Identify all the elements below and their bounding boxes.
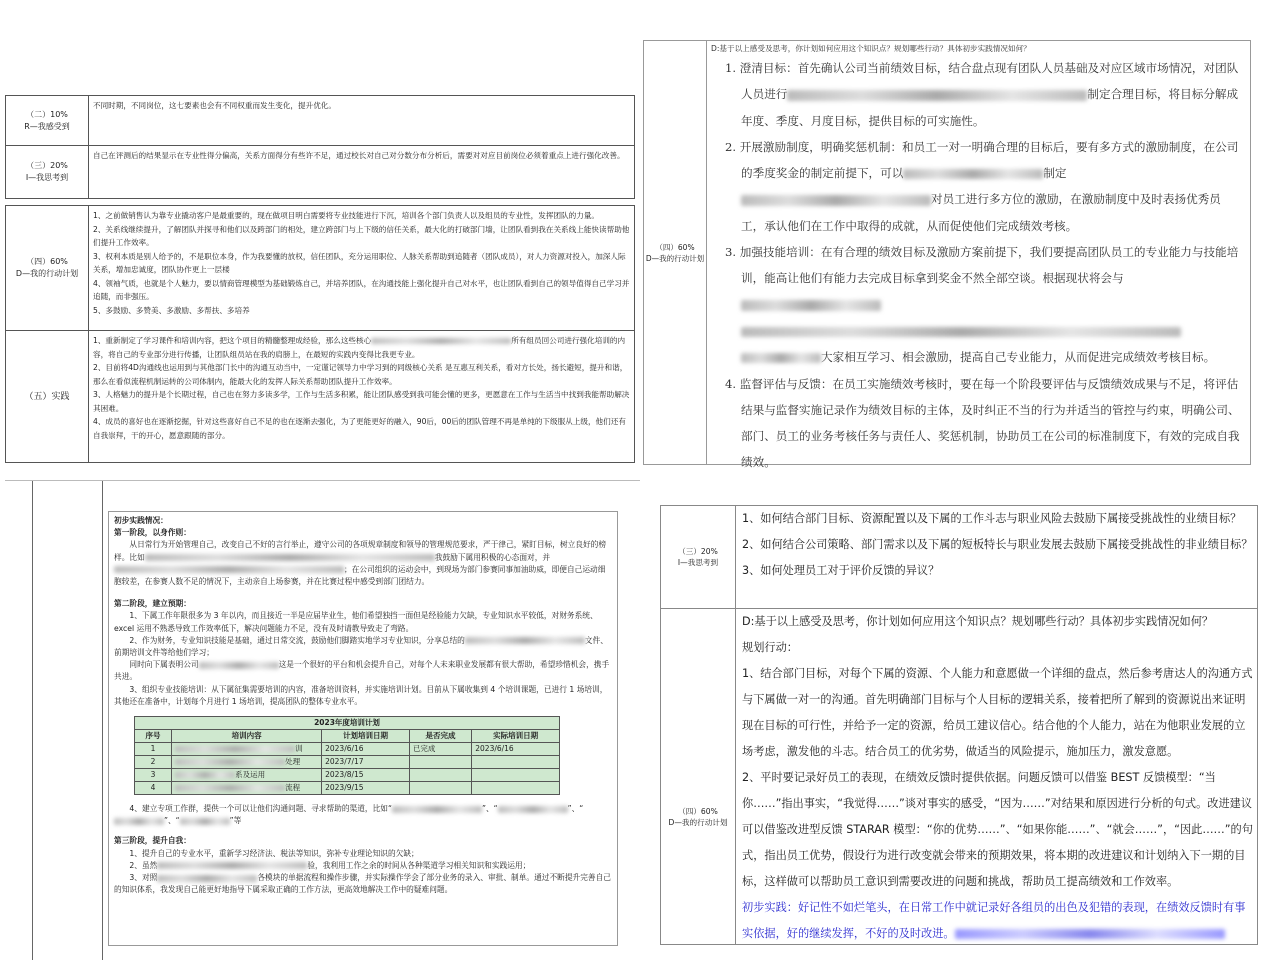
practice-note: 初步实践：好记性不如烂笔头，在日常工作中就记录好各组员的出色及犯错的表现，在绩效反馈时有事实依据，好的继续发挥，不好的及时改进。 (742, 901, 1246, 940)
reflection-table-lower (5, 205, 635, 463)
row-label: R—我感受到 (24, 121, 70, 131)
stage-heading: 第二阶段，建立预期： (114, 599, 191, 609)
practice-item: 3、人格魅力的提升是个长期过程，自己也在努力多读多学，工作与生活多积累，能让团队感受到我可能会懂的更多，更愿意在工作与生活当中找到我能帮助解决其困难。 (93, 390, 630, 413)
table-row: 3 系及运用 2023/8/15 (135, 769, 560, 782)
redacted-blur (175, 785, 285, 792)
plan-item: 2. 开展激励制度，明确奖惩机制：和员工一对一明确合理的目标后，要有多方式的激励制度，在公司的季度奖金的制定前提下，可以 制定对员工进行多方位的激励，在激励制度中及时表扬优秀员工，承认他们在工作中取得的成就，从而促使他们完成绩效考核。 (725, 139, 1239, 233)
doc-panel-top-right (643, 40, 1251, 470)
action-item: 3、权利本质是别人给予的，不是职位本身，作为我要懂的放权，信任团队，充分运用职位、人脉关系帮助到追随者（团队成员），对人力资源对投入，加深人际关系，增加忠诚度，团队协作更上一层楼 (93, 251, 626, 274)
redacted-blur (903, 169, 1043, 179)
redacted-blur (175, 746, 295, 753)
column-header: 是否完成 (409, 730, 471, 743)
stage-heading: 第三阶段，提升自我： (114, 836, 191, 846)
redacted-blur (787, 90, 1087, 100)
divider (32, 481, 33, 960)
plan-item: 1. 澄清目标：首先确认公司当前绩效目标，结合盘点现有团队人员基础及对应区域市场情况，对团队人员进行 制定合理目标，将目标分解成年度、季度、月度目标，提供目标的可实施性。 (725, 61, 1239, 128)
redacted-blur (175, 759, 285, 766)
redacted-blur (741, 327, 1181, 337)
column-header: 实际培训日期 (472, 730, 560, 743)
paragraph: 2、虽然 验，我利用工作之余的时间从各种渠道学习相关知识和实践运用； (129, 860, 531, 870)
training-plan-table (134, 716, 560, 795)
table-row (6, 331, 635, 463)
question-text: D:基于以上感受及思考，你计划如何应用这个知识点？规划哪些行动？具体初步实践情况如何？ (711, 44, 1031, 53)
column-header: 序号 (135, 730, 172, 743)
column-header: 培训内容 (172, 730, 322, 743)
divider (102, 481, 103, 960)
reflection-table-upper (5, 95, 635, 199)
plan-item: 2、平时要记录好员工的表现，在绩效反馈时提供依据。问题反馈可以借鉴 BEST 反馈模型：“当你……”指出事实，“我觉得……”谈对事实的感受，“因为……”对结果和原因进行分析的句式。改进建议可以借鉴改进型反馈 STARAR 模型：“你的优势……”、“如果你能……”、“就会……”，“因此……”的句式，指出员工优势，假设行为进行改变就会带来的预期效果，将本期的改进建议和计划纳入下一期的目标，这样做可以帮助员工意识到需要改进的问题和挑战，帮助员工提高绩效和工作效率。 (742, 771, 1253, 888)
redacted-blur (145, 554, 435, 561)
action-item: 4、领袖气质，也就是个人魅力，要以情商管理模型为基础锻炼自己，并培养团队，在沟通技能上强化提升自己对水平，也让团队看到自己的领导值得自己学习并追随，而非强压。 (93, 278, 630, 301)
redacted-blur (175, 772, 235, 779)
table-row: 2 处理 2023/7/17 (135, 756, 560, 769)
paragraph: 从日常行为开始管理自己，改变自己不好的言行举止，遵守公司的各项规章制度和领导的管理规范要求，严于律己，紧盯目标，树立良好的榜样。比如 我鼓励下属用积极的心态面对，并；在公司组织的运动会中，到现场为部门参赛同事加油助威，即便自己运动细胞较差，在参赛人数不足的情况下，主动亲自上场参赛，并在比赛过程中感受到部门团结力。 (114, 540, 607, 587)
table-row: 4 流程 2023/9/15 (135, 782, 560, 795)
redacted-blur (955, 929, 1225, 939)
question-item: 3、如何处理员工对于评价反馈的异议？ (742, 564, 940, 577)
row-label: （二）10% (26, 109, 68, 119)
plan-item: 1、结合部门目标，对每个下属的资源、个人能力和意愿做一个详细的盘点，然后参考唐达人的沟通方式与下属做一对一的沟通。首先明确部门目标与个人目标的逻辑关系，接着把所了解到的资源说出来证明现在目标的可行性，并给予一定的资源，给员工建议信心。结合他的个人能力，站在为他职业发展的立场考虑，激发他的斗志。结合员工的优劣势，做适当的风险提示，施加压力，激发意愿。 (742, 667, 1253, 758)
table-row (6, 206, 635, 331)
redacted-blur (180, 818, 230, 825)
paragraph: 2、作为财务，专业知识技能是基础，通过日常交流，鼓励他们脚踏实地学习专业知识，分享总结的 文件、前期培训文件等给他们学习； (114, 635, 608, 658)
action-item: 2、关系线继续提升，了解团队并探寻和他们以及跨部门的相处，建立跨部门与上下级的信任关系，最大化的打破部门墙，让团队看到我在关系线上能快读帮助他们提升工作效率。 (93, 224, 630, 247)
plan-item: 3. 加强技能培训：在有合理的绩效目标及激励方案前提下，我们要提高团队员工的专业能力与技能培训，能高让他们有能力去完成目标拿到奖金不然全部空谈。根据现状将会与大家相互学习、相会激励，提高自己专业能力，从而促进完成绩效考核目标。 (725, 245, 1239, 365)
redacted-blur (392, 806, 482, 813)
paragraph: 同时向下属表明公司 这是一个很好的平台和机会提升自己，对每个人未来职业发展都有很大帮助，希望珍惜机会，携手共进。 (114, 660, 610, 682)
table-row (661, 506, 1257, 609)
practice-item: 4、成员的喜好也在逐渐挖掘，针对这些喜好自己不足的也在逐渐去强化，为了更能更好的融入，90后，00后的团队管理不再是单纯的下级服从上级，他们还有自我崇拜，干的开心，愿意跟随的部分。 (93, 417, 626, 440)
table-row (6, 96, 635, 146)
row-text: 自己在评测后的结果显示在专业性得分偏高，关系方面得分有些许不足，通过校长对自己对分数分布分析后，需要对对应目前岗位必须着重点上进行强化改善。 (89, 146, 635, 199)
practice-item: 2、目前将4D沟通线也运用到与其他部门长中的沟通互动当中，一定谨记领导力中学习到的同级核心关系 是互惠互利关系，看对方长处，扬长避短，提升和谐，那么在看似流程机制运转的公司体制内，能最大化的发挥人际关系帮助团队提升工作效率。 (93, 363, 628, 386)
redacted-blur (114, 566, 344, 573)
redacted-blur (199, 662, 279, 669)
redacted-blur (157, 862, 307, 869)
paragraph: 3、对照 各模块的单据流程和操作步骤，并实际操作学会了部分业务的录入、审批、制单。通过不断提升完善自己的知识体系，我发现自己能更好地指导下属采取正确的工作方法，更高效地解决工作中的疑难问题。 (114, 873, 611, 895)
stage-heading: 第一阶段，以身作则： (114, 528, 191, 538)
paragraph: 3、组织专业技能培训：从下属征集需要培训的内容，准备培训资料，并实施培训计划。目前从下属收集到 4 个培训课题，已进行 1 场培训，其他还在准备中，计划每个月进行 1 场培训，提高团队的整体专业水平。 (114, 684, 608, 706)
redacted-blur (498, 806, 568, 813)
table-row: 1 训 2023/6/16 已完成 2023/6/16 (135, 743, 560, 756)
redacted-blur (371, 338, 511, 345)
action-item: 5、多鼓励、多赞美、多激励、多帮扶、多培养 (93, 305, 250, 315)
table-row (6, 146, 635, 199)
redacted-blur (741, 353, 821, 363)
doc-panel-top-left (5, 95, 635, 463)
redacted-blur (114, 818, 164, 825)
paragraph: 4、建立专项工作群，提供一个可以让他们沟通问题、寻求帮助的渠道，比如“ ”、“ ”、“”、“ ”等 (114, 803, 612, 827)
row-label: （四）60% (678, 806, 718, 816)
paragraph: 1、提升自己的专业水平，重新学习经济法、税法等知识，弥补专业理论知识的欠缺； (129, 848, 419, 858)
action-item: 1、之前做销售认为靠专业撬动客户是最重要的，现在做项目明白需要将专业技能进行下沉，培训各个部门负责人以及组员的专业性，发挥团队的力量。 (93, 211, 600, 220)
redacted-blur (741, 195, 931, 205)
paragraph: 1、下属工作年限很多为 3 年以内，而且接近一半是应届毕业生，他们希望独挡一面但是经验能力欠缺，专业知识水平较低，对财务系统、excel 运用不熟悉导致工作效率低下，解决问题能力不足，没有及时请教导致走了弯路。 (114, 611, 598, 633)
table-row (661, 609, 1257, 944)
row-label: D—我的行动计划 (645, 253, 705, 263)
column-header: 计划培训日期 (322, 730, 410, 743)
row-label: I—我思考到 (25, 173, 69, 182)
doc-panel-bottom-right (660, 505, 1258, 945)
row-label: D—我的行动计划 (668, 817, 728, 827)
redacted-blur (157, 875, 257, 882)
question-item: 1、如何结合部门目标、资源配置以及下属的工作斗志与职业风险去鼓励下属接受挑战性的业绩目标？ (742, 512, 1242, 525)
row-label: （三）20% (26, 161, 68, 170)
plan-title: 规划行动： (742, 641, 798, 654)
practice-item: 1、重新制定了学习课件和培训内容，把这个项目的精髓整理成经验，那么这些核心 所有组员回公司进行强化培训的内容，将自己的专业部分进行传播，让团队组员站在我的肩膀上，在最短的实践内变得比我更专业。 (93, 336, 626, 359)
row-label: I—我思考到 (677, 558, 719, 567)
row-label: （五）实践 (6, 331, 89, 463)
question-text: D:基于以上感受及思考，你计划如何应用这个知识点？规划哪些行动？具体初步实践情况如何？ (742, 615, 1214, 628)
redacted-blur (465, 637, 585, 644)
row-label: （三）20% (678, 547, 718, 556)
table-title: 2023年度培训计划 (135, 717, 560, 730)
row-label: （四）60% (26, 257, 68, 266)
row-label: D—我的行动计划 (15, 269, 79, 278)
redacted-blur (741, 300, 881, 310)
doc-panel-bottom-left (5, 480, 640, 960)
row-text: 不同时期，不同岗位，这七要素也会有不同权重而发生变化，提升优化。 (89, 96, 635, 146)
row-label: （四）60% (655, 242, 695, 252)
plan-item: 4. 监督评估与反馈：在员工实施绩效考核时，要在每一个阶段要评估与反馈绩效成果与不足，将评估结果与监督实施记录作为绩效目标的主体，及时纠正不当的行为并适当的管控与约束，明确公司、部门、员工的业务考核任务与责任人、奖惩机制，协助员工在公司的标准制度下，有效的完成自我绩效。 (725, 376, 1240, 470)
section-title: 初步实践情况： (114, 516, 168, 525)
question-item: 2、如何结合公司策略、部门需求以及下属的短板特长与职业发展去鼓励下属接受挑战性的非业绩目标？ (742, 538, 1253, 551)
